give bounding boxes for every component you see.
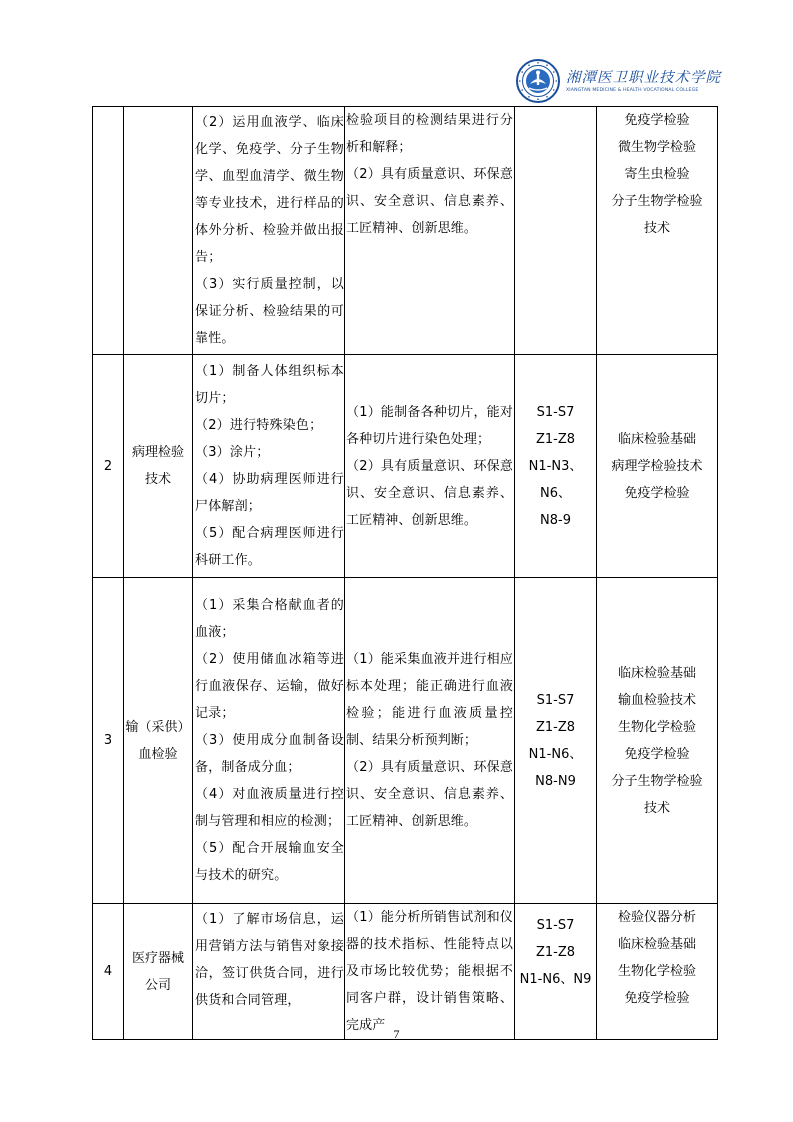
row-number: 4 bbox=[93, 904, 124, 1040]
course-item: 免疫学检验 bbox=[624, 113, 690, 128]
ability-item: （2）具有质量意识、环保意识、安全意识、信息素养、工匠精神、创新思维。 bbox=[346, 167, 513, 236]
task-item: （2）运用血液学、临床化学、免疫学、分子生物学、血型血清学、微生物等专业技术，进行样品的体外分析、检验并做出报告； bbox=[195, 115, 344, 265]
course-item: 生物化学检验 bbox=[617, 964, 696, 979]
task-item: （3）实行质量控制，以保证分析、检验结果的可靠性。 bbox=[195, 277, 344, 346]
courses bbox=[597, 355, 718, 578]
standard-codes bbox=[515, 355, 597, 578]
table-row bbox=[93, 107, 718, 355]
row-number: 3 bbox=[93, 578, 124, 904]
page-number: 7 bbox=[393, 1027, 400, 1041]
courses bbox=[597, 107, 718, 355]
course-item: 检验仪器分析 bbox=[617, 910, 696, 925]
code-item: S1-S7 bbox=[536, 692, 575, 708]
standard-codes bbox=[515, 904, 597, 1040]
task-item: （3）涂片； bbox=[195, 445, 270, 460]
task-item: （5）配合病理医师进行科研工作。 bbox=[195, 526, 344, 568]
abilities bbox=[345, 355, 515, 578]
standard-codes bbox=[515, 107, 597, 355]
abilities bbox=[345, 578, 515, 904]
job-position bbox=[124, 578, 193, 904]
course-item: 输血检验技术 bbox=[617, 692, 696, 708]
work-tasks bbox=[193, 578, 345, 904]
code-item: Z1-Z8 bbox=[535, 945, 576, 960]
course-item: 分子生物学检验 bbox=[611, 773, 703, 789]
course-item: 技术 bbox=[643, 221, 670, 236]
ability-item: （2）具有质量意识、环保意识、安全意识、信息素养、工匠精神、创新思维。 bbox=[346, 760, 513, 829]
row-number bbox=[93, 107, 124, 355]
table-row bbox=[93, 904, 718, 1040]
work-tasks bbox=[193, 904, 345, 1040]
course-item: 微生物学检验 bbox=[617, 140, 696, 155]
job-name-line: 技术 bbox=[144, 472, 171, 487]
ability-item: （1）能分析所销售试剂和仪器的技术指标、性能特点以及市场比较优势；能根据不同客户群，设计销售策略、完成产 bbox=[346, 910, 513, 1033]
ability-item: （1）能采集血液并进行相应标本处理；能正确进行血液检验；能进行血液质量控制、结果分析预判断； bbox=[346, 652, 513, 748]
task-item: （5）配合开展输血安全与技术的研究。 bbox=[195, 841, 344, 883]
job-name-line: 血检验 bbox=[138, 746, 178, 762]
job-position bbox=[124, 107, 193, 355]
job-name-line: 公司 bbox=[144, 977, 171, 993]
task-item: （2）进行特殊染色； bbox=[195, 418, 323, 433]
task-item: （3）使用成分血制备设备，制备成分血； bbox=[195, 733, 344, 775]
course-item: 免疫学检验 bbox=[624, 991, 690, 1006]
task-item: （1）制备人体组织标本切片； bbox=[195, 364, 344, 406]
code-item: S1-S7 bbox=[536, 918, 575, 933]
job-position bbox=[124, 904, 193, 1040]
task-item: （2）使用储血冰箱等进行血液保存、运输，做好记录； bbox=[195, 652, 344, 721]
work-tasks bbox=[193, 107, 345, 355]
code-item: N1-N6、N9 bbox=[519, 972, 592, 987]
course-item: 生物化学检验 bbox=[617, 719, 696, 735]
courses bbox=[597, 578, 718, 904]
ability-item: 检验项目的检测结果进行分析和解释； bbox=[346, 113, 513, 155]
abilities bbox=[345, 107, 515, 355]
code-item: N1-N3、N6、 bbox=[528, 458, 583, 501]
code-item: S1-S7 bbox=[536, 404, 575, 420]
abilities bbox=[345, 904, 515, 1040]
code-item: N8-9 bbox=[540, 512, 571, 528]
standard-codes bbox=[515, 578, 597, 904]
school-name-en: XIANGTAN MEDICINE & HEALTH VOCATIONAL COLLEGE bbox=[566, 87, 699, 93]
job-name-line: 医疗器械 bbox=[131, 950, 184, 966]
code-item: Z1-Z8 bbox=[535, 431, 576, 447]
row-number: 2 bbox=[93, 355, 124, 578]
code-item: N8-N9 bbox=[535, 773, 576, 789]
job-analysis-table bbox=[92, 106, 718, 1040]
task-item: （1）采集合格献血者的血液； bbox=[195, 598, 344, 640]
course-item: 分子生物学检验 bbox=[611, 194, 703, 209]
ability-item: （2）具有质量意识、环保意识、安全意识、信息素养、工匠精神、创新思维。 bbox=[346, 458, 513, 528]
table-row bbox=[93, 355, 718, 578]
course-item: 免疫学检验 bbox=[624, 746, 690, 762]
task-item: （4）协助病理医师进行尸体解剖； bbox=[195, 472, 344, 514]
job-position bbox=[124, 355, 193, 578]
course-item: 临床检验基础 bbox=[617, 431, 696, 447]
school-name-cn: 湘潭医卫职业技术学院 bbox=[566, 69, 721, 86]
code-item: N1-N6、 bbox=[528, 746, 583, 762]
page-header bbox=[516, 56, 756, 106]
table-row bbox=[93, 578, 718, 904]
task-item: （1）了解市场信息，运用营销方法与销售对象接洽，签订供货合同，进行供货和合同管理， bbox=[195, 912, 344, 1008]
courses bbox=[597, 904, 718, 1040]
course-item: 临床检验基础 bbox=[617, 937, 696, 952]
task-item: （4）对血液质量进行控制与管理和相应的检测； bbox=[195, 787, 344, 829]
course-item: 病理学检验技术 bbox=[611, 458, 703, 474]
job-name-line: 病理检验 bbox=[131, 445, 184, 460]
school-logo-text bbox=[566, 69, 721, 94]
course-item: 临床检验基础 bbox=[617, 665, 696, 681]
course-item: 免疫学检验 bbox=[624, 485, 690, 501]
work-tasks bbox=[193, 355, 345, 578]
ability-item: （1）能制备各种切片，能对各种切片进行染色处理； bbox=[346, 404, 513, 447]
job-name-line: 输（采供） bbox=[125, 719, 191, 735]
course-item: 技术 bbox=[643, 800, 670, 816]
code-item: Z1-Z8 bbox=[535, 719, 576, 735]
course-item: 寄生虫检验 bbox=[624, 167, 690, 182]
school-seal-icon bbox=[516, 59, 560, 103]
